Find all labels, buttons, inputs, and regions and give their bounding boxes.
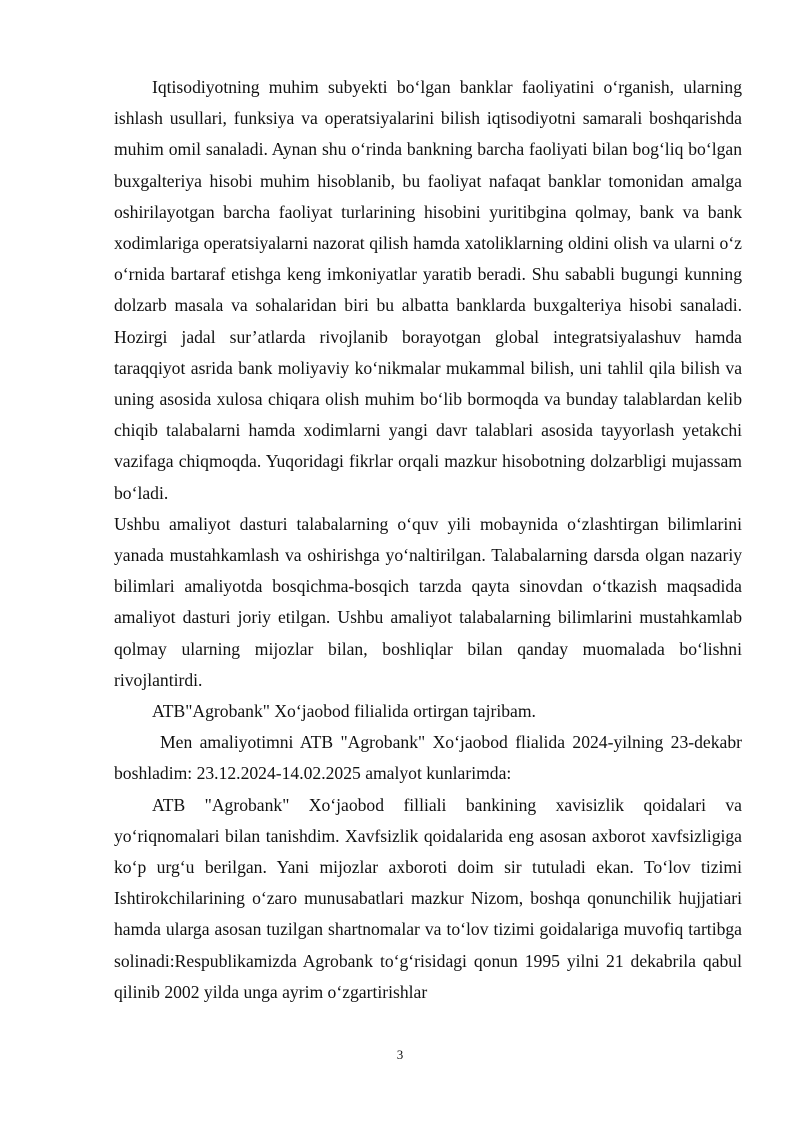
paragraph-practice-program: Ushbu amaliyot dasturi talabalarning o‘quv yili mobaynida o‘zlashtirgan bilimlarini yanada mustahkamlash va oshirishga yo‘naltirilgan. Talabalarning darsda olgan nazariy bilimlari amaliyotda bosqichma-bosqich tarzda qayta sinovdan o‘tkazish maqsadida amaliyot dasturi joriy etilgan. Ushbu amaliyot talabalarning bilimlarini mustahkamlab qolmay ularning mijozlar bilan, boshliqlar bilan qanday muomalada bo‘lishni rivojlantirdi.: [114, 513, 742, 690]
document-page: [114, 72, 742, 1008]
page-number: 3: [396, 1047, 404, 1062]
paragraph-practice-dates: Men amaliyotimni ATB "Agrobank" Xo‘jaobod flialida 2024-yilning 23-dekabr boshladim: 23.12.2024-14.02.2025 amalyot kunlarimda:: [114, 732, 742, 784]
paragraph-security-rules: ATB "Agrobank" Xo‘jaobod filliali bankining xavisizlik qoidalari va yo‘riqnomalari bilan tanishdim. Xavfsizlik qoidalarida eng asosan axborot xavfsizligiga ko‘p urg‘u berilgan. Yani mijozlar axboroti doim sir tutuladi ekan. To‘lov tizimi Ishtirokchilarining o‘zaro munusabatlari mazkur Nizom, boshqa qonunchilik hujjatiari hamda ularga asosan tuzilgan shartnomalar va to‘lov tizimi goidalariga muvofiq tartibga solinadi:Respublikamizda Agrobank to‘g‘risidagi qonun 1995 yilni 21 dekabrila qabul qilinib 2002 yilda unga ayrim o‘zgartirishlar: [114, 794, 742, 1002]
paragraph-experience-heading: ATB"Agrobank" Xo‘jaobod filialida ortirgan tajribam.: [152, 701, 536, 722]
paragraph-intro: Iqtisodiyotning muhim subyekti bo‘lgan banklar faoliyatini o‘rganish, ularning ishlash usullari, funksiya va operatsiyalarini bilish iqtisodiyotni samarali boshqarishda muhim omil sanaladi. Aynan shu o‘rinda bankning barcha faoliyati bilan bog‘liq bo‘lgan buxgalteriya hisobi muhim hisoblanib, bu faoliyat nafaqat banklar tomonidan amalga oshirilayotgan barcha faoliyat turlarining hisobini yuritibgina qolmay, bank va bank xodimlariga operatsiyalarni nazorat qilish hamda xatoliklarning oldini olish va ularni o‘z o‘rnida bartaraf etishga keng imkoniyatlar yaratib beradi. Shu sababli bugungi kunning dolzarb masala va sohalaridan biri bu albatta banklarda buxgalteriya hisobi sanaladi. Hozirgi jadal sur’atlarda rivojlanib borayotgan global integratsiyalashuv hamda taraqqiyot asrida bank moliyaviy ko‘nikmalar mukammal bilish, uni tahlil qila bilish va uning asosida xulosa chiqara olish muhim bo‘lib bormoqda va bunday talablardan kelib chiqib talabalarni hamda xodimlarni yangi davr talablari asosida tayyorlash yetakchi vazifaga chiqmoqda. Yuqoridagi fikrlar orqali mazkur hisobotning dolzarbligi mujassam bo‘ladi.: [114, 77, 742, 503]
